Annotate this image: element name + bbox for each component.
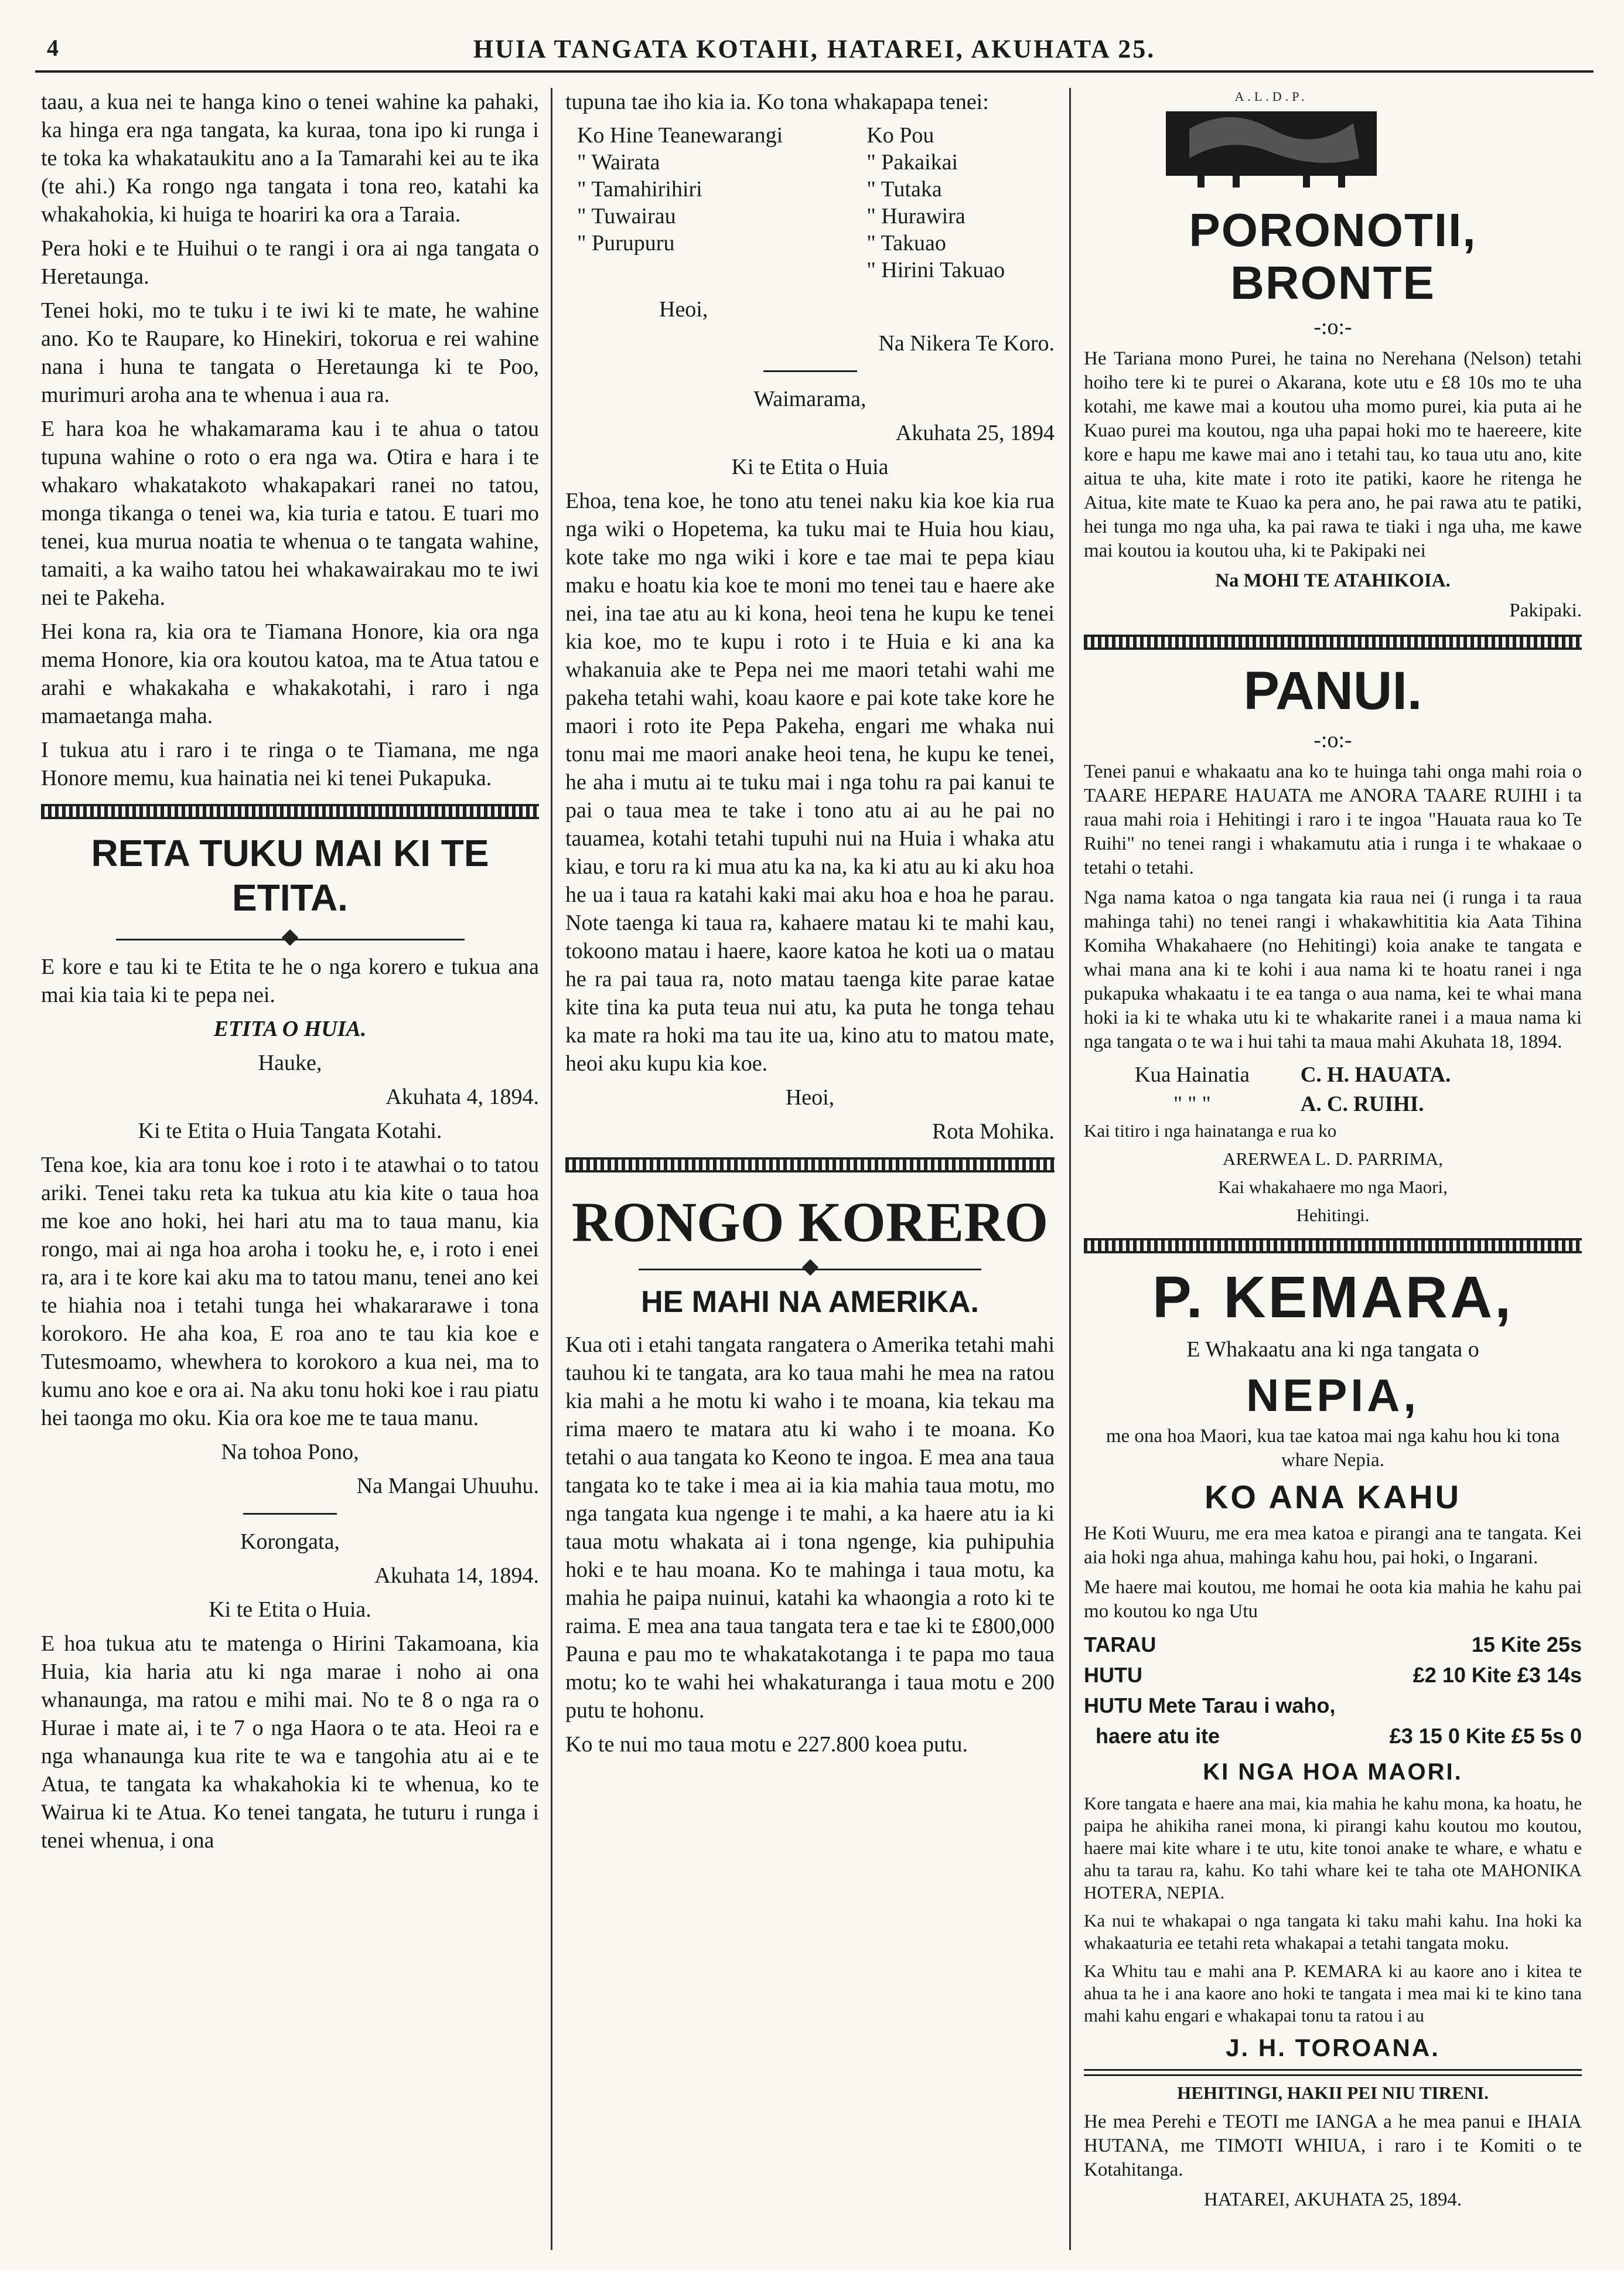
table-cell: Ko Pou xyxy=(866,123,934,148)
advert-body: He Tariana mono Purei, he taina no Nerehana (Nelson) tetahi hoiho tere ki te purei o Akarana, kote utu e £8 10s mo te uha kotahi, me kawe mai a koutou uha momo purei, kia puta ai he Kuao purei ma koutou, nga uha papai hoki mo te haereere, kite kore e hapu me kawe mai ano i tetahi tau, ko taua utu ano, kite aitua te uha, kite mate i roto ite patiki, kaore he ritenga he Aitua, kite mate te Kuao ka pera ano, he pai rawa atu te patiki, hei tunga mo nga uha, ka pai rawa te tiaki i nga uha, me kawe mai koutou ia koutou uha, ki te Pakipaki nei xyxy=(1084,348,1582,561)
imprint-date: HATAREI, AKUHATA 25, 1894. xyxy=(1203,2189,1462,2210)
advert-heading: KO ANA KAHU xyxy=(1204,1478,1462,1515)
price-list xyxy=(1084,1630,1582,1751)
table-row xyxy=(565,176,1055,203)
notice-paragraph: Tenei panui e whakaatu ana ko te huinga tahi onga mahi roia o TAARE HEPARE HAUATA me ANORA TAARE RUIHI i ta raua mahi roia i Hehitingi i raro i te ingoa "Hauata raua ko Te Ruihi" no tenei rangi i whakamutu atia i runga i te whakaae o tetahi o tetahi. xyxy=(1084,761,1582,878)
article-paragraph: Tenei hoki, mo te tuku i te iwi ki te mate, he wahine ano. Ko te Raupare, ko Hinekiri, tokorua e rei wahine nana i huna te tangata o Heretaunga ki te Poo, murimuri aroha ana te whenua i aua ra. xyxy=(41,298,539,407)
table-cell: " Hirini Takuao xyxy=(866,258,1005,282)
signature-name: A. C. RUIHI. xyxy=(1300,1092,1424,1116)
price-item: TARAU xyxy=(1084,1632,1156,1657)
article-paragraph: Ko te nui mo taua motu e 227.800 koea putu. xyxy=(565,1732,968,1757)
letter-signoff: Heoi, xyxy=(785,1085,835,1110)
table-row xyxy=(1084,1721,1582,1751)
letter-addressee: Ki te Etita o Huia. xyxy=(209,1597,371,1622)
imprint-line: HEHITINGI, HAKII PEI NIU TIRENI. xyxy=(1177,2082,1489,2103)
column-1 xyxy=(41,88,539,2250)
letter-body: Ehoa, tena koe, he tono atu tenei naku kia koe kia rua nga wiki o Hopetema, ka tuku mai te Huia hou kiau, kote take mo nga wiki i kore e tae mai te pepa kiau maku e hoatu kia koe te moni mo tenei tau e haere ake nei, ina tae atu au ki kona, heoi tena he kupu ke tenei kia koe, mo te kupu i roto i te Huia e ki ana ka whakanuia ake te Pepa nei me maori tetahi wahi me pakeha tetahi wahi, koau kaore e pai kote take kore he maori i roto ite Pepa Pakeha, engari me whaka nui tonu mai me maori anake heoi tena, he kupu ke tenei, he aha i mutu ai te tuku mai i nga tohu ra pai kanui te pai o taua mea te take i tono atu ai au he pai no tauamea, kotahi tetahi tupuhi nui na Huia i whaka atu kiau, e toru ra ki mua atu ka na, ka ki atu au ki aku hoa he ua i taua ra katahi kaki mai aku hoa e hoa he parau. Note taenga ki taua ra, kahaere matau ki te mahi kau, tokoono matau i haere, kaore katoa he koti ua o matau he ra pai taua ra, noto matau taenga kite parae katae kite tina ka puta teua nui atu, ka puta he tonga tehau ka mate ra hoki ma tau ite ua, kino atu to matou mate, heoi aku kupu kia koe. xyxy=(565,489,1055,1076)
witness-line: Kai whakahaere mo nga Maori, xyxy=(1218,1177,1448,1197)
article-paragraph: Hei kona ra, kia ora te Tiamana Honore, kia ora nga mema Honore, kia ora koutou katoa, ma te Atua tatou e arahi e whakakaha e whakakotahi, i raro i nga mamaetanga maha. xyxy=(41,619,539,728)
table-cell: " Tuwairau xyxy=(577,204,676,229)
table-cell: " Purupuru xyxy=(577,231,675,255)
advert-body: Kore tangata e haere ana mai, kia mahia he kahu mona, ka hoatu, he paipa he ahikiha ranei mona, ki pirangi kahu koutou mo koutou, haere mai kite whare i te utu, kite tonoi anake te whare, e whatu e ahu ta tarau ra, kahu. Ko tahi whare kei te taha ote MAHONIKA HOTERA, NEPIA. xyxy=(1084,1793,1582,1903)
letter-place: Hauke, xyxy=(258,1051,322,1075)
double-rule xyxy=(1084,2069,1582,2076)
price-value xyxy=(1366,1690,1582,1721)
diamond-divider xyxy=(565,1260,1055,1278)
advert-body: me ona hoa Maori, kua tae katoa mai nga kahu hou ki tona whare Nepia. xyxy=(1106,1426,1560,1471)
ditto-marks: " " " xyxy=(1173,1092,1211,1116)
imprint-line: He mea Perehi e TEOTI me IANGA a he mea panui e IHAIA HUTANA, me TIMOTI WHIUA, i raro i te Komiti o te Kotahitanga. xyxy=(1084,2111,1582,2180)
price-item: HUTU Mete Tarau i waho, xyxy=(1084,1693,1336,1717)
letter-addressee: Ki te Etita o Huia xyxy=(731,455,889,479)
price-value: 15 Kite 25s xyxy=(1471,1632,1582,1657)
signature-name: C. H. HAUATA. xyxy=(1300,1063,1451,1087)
article-paragraph: Kua oti i etahi tangata rangatera o Amerika tetahi mahi tauhou ki te tangata, ara ko taua mahi he mea na ratou kia mahi a he motu ki waho i te moana, kia tekau ma rima maero te matara atu ki waho i te moana. Ko tetahi o aua tangata ko Keono te ingoa. E mea ana taua tangata ko te take i mea ai ia kia mahia taua motu, mo nga tangata kua ngenge i te mahi, a ka haere atu ia ki taua motu whakata ai i tona ngenge, kia puhipuhia hoki e te hau moana. Ko te mahinga i taua motu, ka mahia he paipa nuinui, katahi ka whaongia a roto ki te raima. E mea ana taua tangata tera e tae ki te £800,000 Pauna e pau mo te whakatakotanga i te papa mo taua motu; ko te wahi hei whakaturanga i taua motu e 200 putu te hohonu. xyxy=(565,1332,1055,1723)
table-row xyxy=(1084,1660,1582,1690)
column-divider xyxy=(1069,88,1071,2250)
price-item: haere atu ite xyxy=(1096,1724,1220,1748)
letter-date: Akuhata 14, 1894. xyxy=(374,1563,539,1588)
logo-lettering: A.L.D.P. xyxy=(1234,89,1308,104)
table-row xyxy=(565,203,1055,230)
letter-addressee: Ki te Etita o Huia Tangata Kotahi. xyxy=(138,1119,442,1143)
table-cell: Ko Hine Teanewarangi xyxy=(577,123,783,148)
table-row xyxy=(1085,1090,1581,1119)
table-row xyxy=(1084,1630,1582,1660)
advert-place: Pakipaki. xyxy=(1509,600,1582,621)
table-row xyxy=(1084,1690,1582,1721)
column-2 xyxy=(565,88,1055,2250)
letter-body: Tena koe, kia ara tonu koe i roto i te atawhai o to tatou ariki. Tenei taku reta ka tukua atu kia kite o taua hoa me koe ano hoki, hei hari atu ma to taua manu, kia rongo, mai ai nga hoa aroha i tooku he, e, i roto i enei ra, ara i te kore kai aku ma to tatou manu, tenei ano kei te hiahia noa i tetahi tunga hei whakararawe i tona korokoro. He aha koa, E roa ano te tau kia koe e Tutesmoamo, whewhera to korokoro a kua nei, ma to kumu ano koe e ora ai. Na aku tonu hoki koe i rau piatu hei taonga mo oku. Kia ora koe me te taua manu. xyxy=(41,1153,539,1430)
table-row xyxy=(565,230,1055,257)
article-paragraph: I tukua atu i raro i te ringa o te Tiamana, me nga Honore memu, kua hainatia nei ki tenei Pukapuka. xyxy=(41,738,539,790)
advert-heading: PORONOTII, BRONTE xyxy=(1189,204,1477,309)
letter-signoff: Heoi, xyxy=(659,297,708,322)
advert-body: Me haere mai koutou, me homai he oota kia mahia he kahu pai mo koutou ko nga Utu xyxy=(1084,1577,1582,1622)
advert-signature: Na MOHI TE ATAHIKOIA. xyxy=(1215,570,1451,591)
advert-signature: J. H. TOROANA. xyxy=(1226,2034,1440,2061)
ornamental-divider xyxy=(41,804,539,819)
price-item: HUTU xyxy=(1084,1663,1142,1687)
notice-heading: PANUI. xyxy=(1243,661,1422,721)
notice-paragraph: Nga nama katoa o nga tangata kia raua nei (i runga i ta raua mahinga tahi) no tenei rangi i whakawhititia kia Aata Tihina Komiha Whakahaere (no Hehitingi) koia anake te tangata e whai mana ana ki te kohi i aua nama ki te hoatu ranei i nga pukapuka whakaatu i te ea tanga o aua nama, kei te whai mana hoki ia ki te whaka utu ki te whakarite ranei i a maua nama ki nga tangata o te wa i hui tahi ta maua mahi Akuhata 18, 1894. xyxy=(1084,887,1582,1052)
letters-heading: RETA TUKU MAI KI TE ETITA. xyxy=(91,832,489,919)
separator xyxy=(763,370,857,372)
divider-text: -:o:- xyxy=(1313,728,1352,752)
price-value: £3 15 0 Kite £5 5s 0 xyxy=(1389,1724,1582,1748)
letter-date: Akuhata 4, 1894. xyxy=(385,1085,539,1109)
page-number: 4 xyxy=(47,35,59,61)
letter-signature: Rota Mohika. xyxy=(932,1119,1055,1144)
advert-body: Ka nui te whakapai o nga tangata ki taku mahi kahu. Ina hoki ka whakaaturia ee tetahi reta whakapai a tetahi tangata moku. xyxy=(1084,1910,1582,1953)
letter-place: Waimarama, xyxy=(753,387,866,411)
newspaper-title: HUIA TANGATA KOTAHI, HATAREI, AKUHATA 25. xyxy=(473,35,1156,63)
letter-signature: Na Nikera Te Koro. xyxy=(878,331,1055,356)
table-cell: " Tamahirihiri xyxy=(577,177,702,202)
table-row xyxy=(565,149,1055,176)
advert-heading: P. KEMARA, xyxy=(1152,1264,1514,1330)
table-cell: " Tutaka xyxy=(866,177,942,202)
letter-body: tupuna tae iho kia ia. Ko tona whakapapa tenei: xyxy=(565,90,989,114)
signatures-table xyxy=(1084,1060,1582,1120)
ornamental-divider xyxy=(1084,1238,1582,1253)
witness-line: ARERWEA L. D. PARRIMA, xyxy=(1222,1148,1444,1169)
witness-line: Kai titiro i nga hainatanga e rua ko xyxy=(1084,1120,1337,1141)
price-value: £2 10 Kite £3 14s xyxy=(1413,1663,1582,1687)
table-cell xyxy=(565,257,855,284)
advert-body: Ka Whitu tau e mahi ana P. KEMARA ki au kaore ano i kitea te ahua ta he i ana kaore ano hoki te tangata i mea mai ki te kino tana mahi kahu engari e whakapai tonu ta ratou i au xyxy=(1084,1961,1582,2026)
advert-subheading: E Whakaatu ana ki nga tangata o xyxy=(1186,1337,1479,1362)
ornamental-divider xyxy=(1084,635,1582,650)
table-row xyxy=(565,122,1055,149)
table-cell: " Pakaikai xyxy=(866,150,958,175)
advert-heading: KI NGA HOA MAORI. xyxy=(1203,1759,1463,1785)
editor-disclaimer: E kore e tau ki te Etita te he o nga korero e tukua ana mai kia taia ki te pepa nei. xyxy=(41,955,539,1007)
news-heading: RONGO KORERO xyxy=(571,1191,1049,1253)
masthead xyxy=(35,23,1594,73)
horse-illustration xyxy=(1084,88,1459,188)
ornamental-divider xyxy=(565,1157,1055,1173)
diamond-divider xyxy=(41,931,539,948)
separator xyxy=(243,1513,337,1515)
witness-line: Hehitingi. xyxy=(1296,1205,1370,1225)
editor-label: ETITA O HUIA. xyxy=(213,1017,367,1041)
article-heading: HE MAHI NA AMERIKA. xyxy=(641,1285,979,1319)
table-cell: " Wairata xyxy=(577,150,660,175)
place-heading: NEPIA, xyxy=(1246,1369,1420,1421)
advert-body: He Koti Wuuru, me era mea katoa e pirangi ana te tangata. Kei aia hoki nga ahua, mahinga kahu hou, pai hoki, o Ingarani. xyxy=(1084,1523,1582,1568)
letter-date: Akuhata 25, 1894 xyxy=(895,421,1055,445)
letter-signoff: Na tohoa Pono, xyxy=(221,1440,359,1464)
letter-signature: Na Mangai Uhuuhu. xyxy=(356,1474,539,1498)
column-3 xyxy=(1084,88,1582,2250)
column-divider xyxy=(551,88,552,2250)
article-paragraph: Pera hoki e te Huihui o te rangi i ora ai nga tangata o Heretaunga. xyxy=(41,236,539,289)
letter-place: Korongata, xyxy=(240,1529,340,1554)
table-cell: " Takuao xyxy=(866,231,946,255)
divider-text: -:o:- xyxy=(1313,315,1352,339)
table-cell: " Hurawira xyxy=(866,204,965,229)
signature-label: Kua Hainatia xyxy=(1134,1063,1250,1087)
table-row xyxy=(565,257,1055,284)
genealogy-table xyxy=(565,122,1055,284)
article-paragraph: E hara koa he whakamarama kau i te ahua o tatou tupuna wahine o roto o era nga wa. Otira e hara i te whakaro whakatakoto whakapakari ranei no tatou, monga tikanga o tenei wa, kia turia e tatou. E tuari mo tenei, kua murua noatia te whenua o te tangata wahine, tamaiti, a ka waiho tatou hei whakawairakau mo te iwi nei te Pakeha. xyxy=(41,417,539,610)
table-row xyxy=(1085,1061,1581,1089)
letter-body: E hoa tukua atu te matenga o Hirini Takamoana, kia Huia, kia haria atu ki nga marae i noho ai ona whanaunga, ma ratou e mihi mai. No te 8 o nga ra o Hurae i mate ai, i te 7 o nga Haora o te ata. Heoi ra e nga whanaunga kua rite te wa e tangohia atu ai e te Atua, te tangata ka whakahokia ki te whenua, ko te Wairua ki te Atua. Ko tenei tangata, he tuturu i runga i tenei whenua, i ona xyxy=(41,1631,539,1853)
article-paragraph: taau, a kua nei te hanga kino o tenei wahine ka pahaki, ka hinga era nga tangata, ka kuraa, tona ipo ki runga i te toka ka whakataukitu ano a Ia Tamarahi kei au te ika (te ahi.) Ka rongo nga tangata i tona reo, katahi ka whakahokia, ki huiga te hoariri ka ora a Taraia. xyxy=(41,90,539,227)
